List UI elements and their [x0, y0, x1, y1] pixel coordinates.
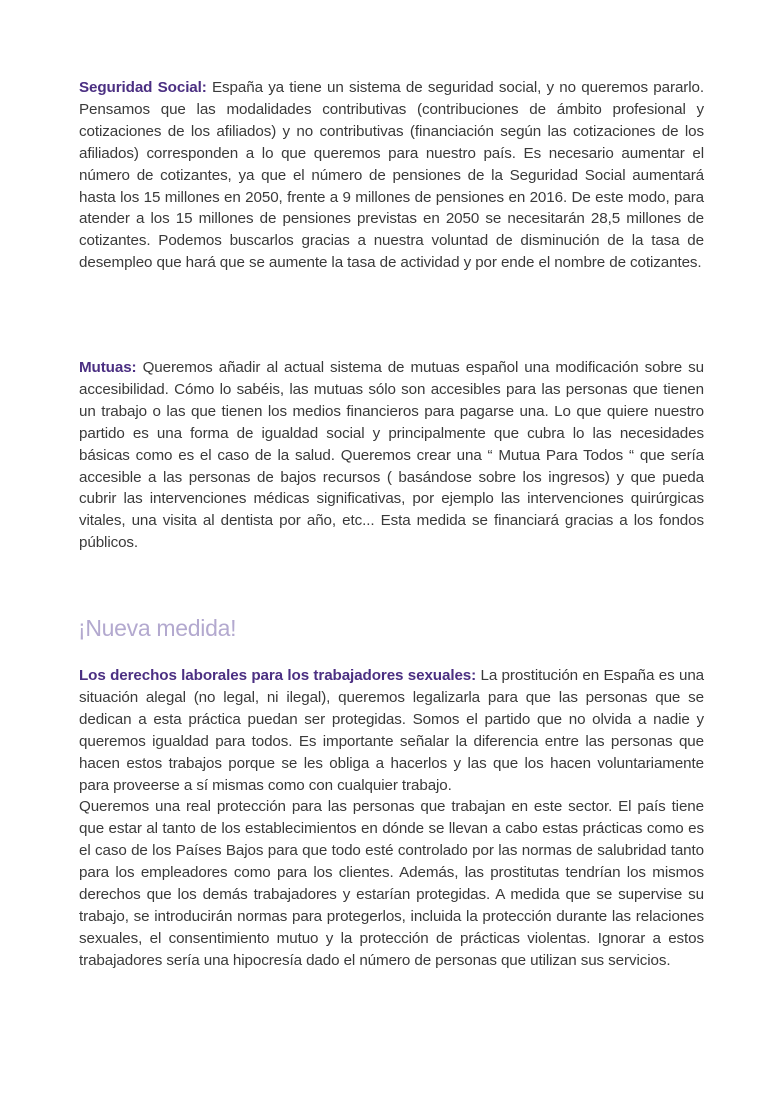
paragraph-text: Queremos una real protección para las personas que trabajan en este sector. El país tiene que estar al tanto de los establecimientos en dónde se llevan a cabo estas prácticas como es el caso de los Países Bajos para que todo esté controlado por las normas de salubridad tanto para los empleadores como para los clientes. Además, las prostitutas tendrían los mismos derechos que los demás trabajadores y estarían protegidas. A medida que se supervise su trabajo, se introducirán normas para protegerlos, incluida la protección durante las relaciones sexuales, el consentimiento mutuo y la protección de prácticas violentas. Ignorar a estos trabajadores sería una hipocresía dado el número de personas que utilizan sus servicios. [79, 798, 704, 969]
paragraph-mutuas [79, 357, 704, 554]
paragraph-lead: Mutuas: [79, 359, 137, 376]
paragraph-derechos-laborales [79, 665, 704, 972]
section-heading: ¡Nueva medida! [78, 615, 237, 641]
paragraph-seguridad-social [79, 77, 704, 274]
paragraph-text: La prostitución en España es una situación alegal (no legal, ni ilegal), queremos legalizarla para que las personas que se dedican a esta práctica puedan ser protegidas. Somos el partido que no olvida a nadie y queremos igualdad para todos. Es importante señalar la diferencia entre las personas que hacen estos trabajos porque se les obliga a hacerlos y las que los hacen voluntariamente para proveerse a sí mismas como con cualquier trabajo. [79, 667, 705, 794]
paragraph-lead: Seguridad Social: [79, 79, 207, 96]
paragraph-text: Queremos añadir al actual sistema de mutuas español una modificación sobre su accesibilidad. Cómo lo sabéis, las mutuas sólo son accesibles para las personas que tienen un trabajo o las que tienen los medios financieros para pagarse una. Lo que quiere nuestro partido es una forma de igualdad social y principalmente que cubra lo las necesidades básicas como es el caso de la salud. Queremos crear una “ Mutua Para Todos “ que sería accesible a las personas de bajos recursos ( basándose sobre los ingresos) y que pueda cubrir las intervenciones médicas significativas, por ejemplo las intervenciones quirúrgicas vitales, una visita al dentista por año, etc... Esta medida se financiará gracias a los fondos públicos. [79, 359, 704, 552]
paragraph-text: España ya tiene un sistema de seguridad social, y no queremos pararlo. Pensamos que las modalidades contributivas (contribuciones de ámbito profesional y cotizaciones de los afiliados) y no contributivas (financiación según las cotizaciones de los afiliados) corresponden a lo que queremos para nuestro país. Es necesario aumentar el número de cotizantes, ya que el número de pensiones de la Seguridad Social aumentará hasta los 15 millones en 2050, frente a 9 millones de pensiones en 2016. De este modo, para atender a los 15 millones de pensiones previstas en 2050 se necesitarán 28,5 millones de cotizantes. Podemos buscarlos gracias a nuestra voluntad de disminución de la tasa de desempleo que hará que se aumente la tasa de actividad y por ende el nombre de cotizantes. [79, 79, 704, 272]
paragraph-lead: Los derechos laborales para los trabajadores sexuales: [79, 667, 477, 684]
